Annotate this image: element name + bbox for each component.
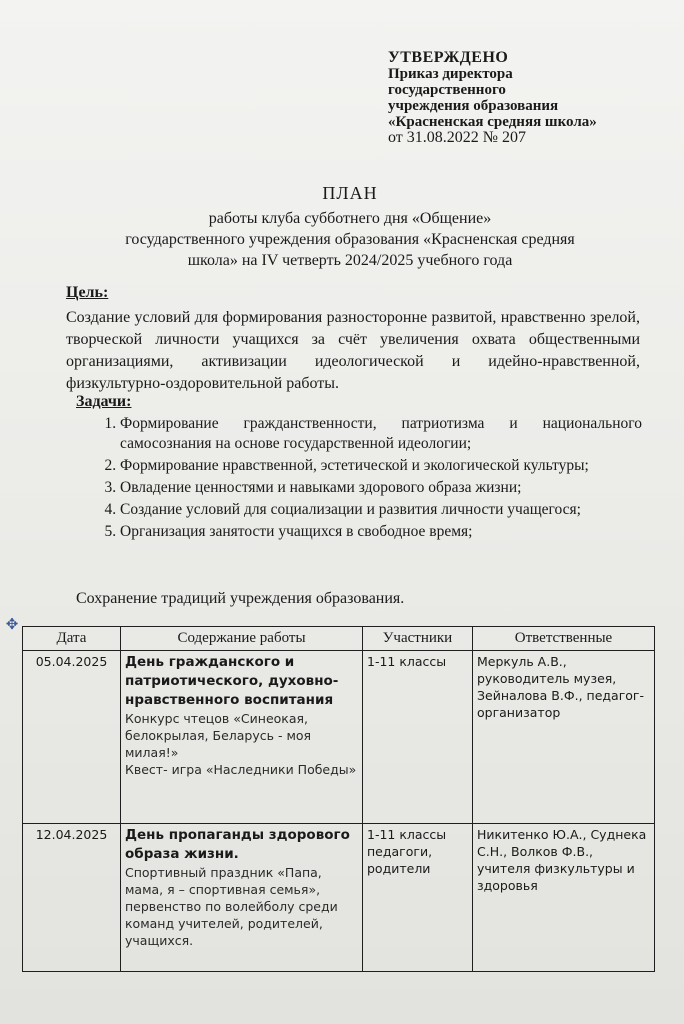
- document-title: [60, 183, 640, 271]
- row-date: 12.04.2025: [23, 824, 121, 972]
- task-item: 4. Создание условий для социализации и развития личности учащегося;: [120, 500, 642, 520]
- task-item: 1. Формирование гражданственности, патриотизма и национального самосознания на основе государственной идеологии;: [120, 414, 642, 454]
- event-title: День пропаганды здорового образа жизни.: [125, 827, 350, 862]
- task-item: 5. Организация занятости учащихся в свободное время;: [120, 522, 642, 542]
- approval-line: учреждения образования: [388, 98, 559, 114]
- approval-date: от 31.08.2022 № 207: [388, 129, 527, 146]
- header-content: Содержание работы: [121, 627, 363, 651]
- goal-label: Цель:: [66, 284, 109, 301]
- plan-title: ПЛАН: [322, 183, 378, 203]
- row-date: 05.04.2025: [23, 651, 121, 824]
- row-content: [121, 651, 363, 824]
- table-row: [23, 651, 655, 824]
- approval-heading: УТВЕРЖДЕНО: [388, 49, 509, 66]
- approval-stamp: [388, 50, 668, 146]
- tasks-label: Задачи:: [76, 393, 132, 410]
- table-row: [23, 824, 655, 972]
- event-detail: Квест- игра «Наследники Победы»: [125, 762, 357, 777]
- traditions-line: Сохранение традиций учреждения образования.: [76, 590, 405, 607]
- row-content: [121, 824, 363, 972]
- approval-line: государственного: [388, 82, 506, 98]
- row-participants: 1-11 классы педагоги, родители: [363, 824, 473, 972]
- plan-subtitle-line: работы клуба субботнего дня «Общение»: [208, 210, 492, 227]
- table-header-row: [23, 627, 655, 651]
- task-item: 3. Овладение ценностями и навыками здорового образа жизни;: [120, 478, 642, 498]
- event-detail: Конкурс чтецов «Синеокая, белокрылая, Беларусь - моя милая!»: [125, 711, 312, 760]
- tasks-list: [76, 414, 642, 544]
- plan-subtitle-line: государственного учреждения образования «Красненская средняя: [125, 231, 575, 248]
- row-responsible: Меркуль А.В., руководитель музея, Зейналова В.Ф., педагог-организатор: [473, 651, 655, 824]
- header-responsible: Ответственные: [473, 627, 655, 651]
- goal-text: [66, 285, 640, 395]
- event-title: День гражданского и патриотического, духовно-нравственного воспитания: [125, 654, 339, 708]
- plan-subtitle-line: школа» на IV четверть 2024/2025 учебного года: [187, 252, 513, 269]
- approval-line: «Красненская средняя школа»: [388, 114, 597, 130]
- row-responsible: Никитенко Ю.А., Суднека С.Н., Волков Ф.В., учителя физкультуры и здоровья: [473, 824, 655, 972]
- row-participants: 1-11 классы: [363, 651, 473, 824]
- header-participants: Участники: [363, 627, 473, 651]
- move-icon[interactable]: ✥: [5, 615, 19, 633]
- plan-table: [22, 626, 655, 972]
- goal-body: Создание условий для формирования разносторонне развитой, нравственно зрелой, творческой личности учащихся за счёт увеличения охвата общественными организациями, активизации идеологической и идейно-нравственной, физкультурно-оздоровительной работы.: [66, 309, 640, 392]
- event-detail: Спортивный праздник «Папа, мама, я – спортивная семья», первенство по волейболу среди команд учителей, родителей, учащихся.: [125, 865, 338, 948]
- approval-line: Приказ директора: [388, 66, 513, 82]
- header-date: Дата: [23, 627, 121, 651]
- task-item: 2. Формирование нравственной, эстетической и экологической культуры;: [120, 456, 642, 476]
